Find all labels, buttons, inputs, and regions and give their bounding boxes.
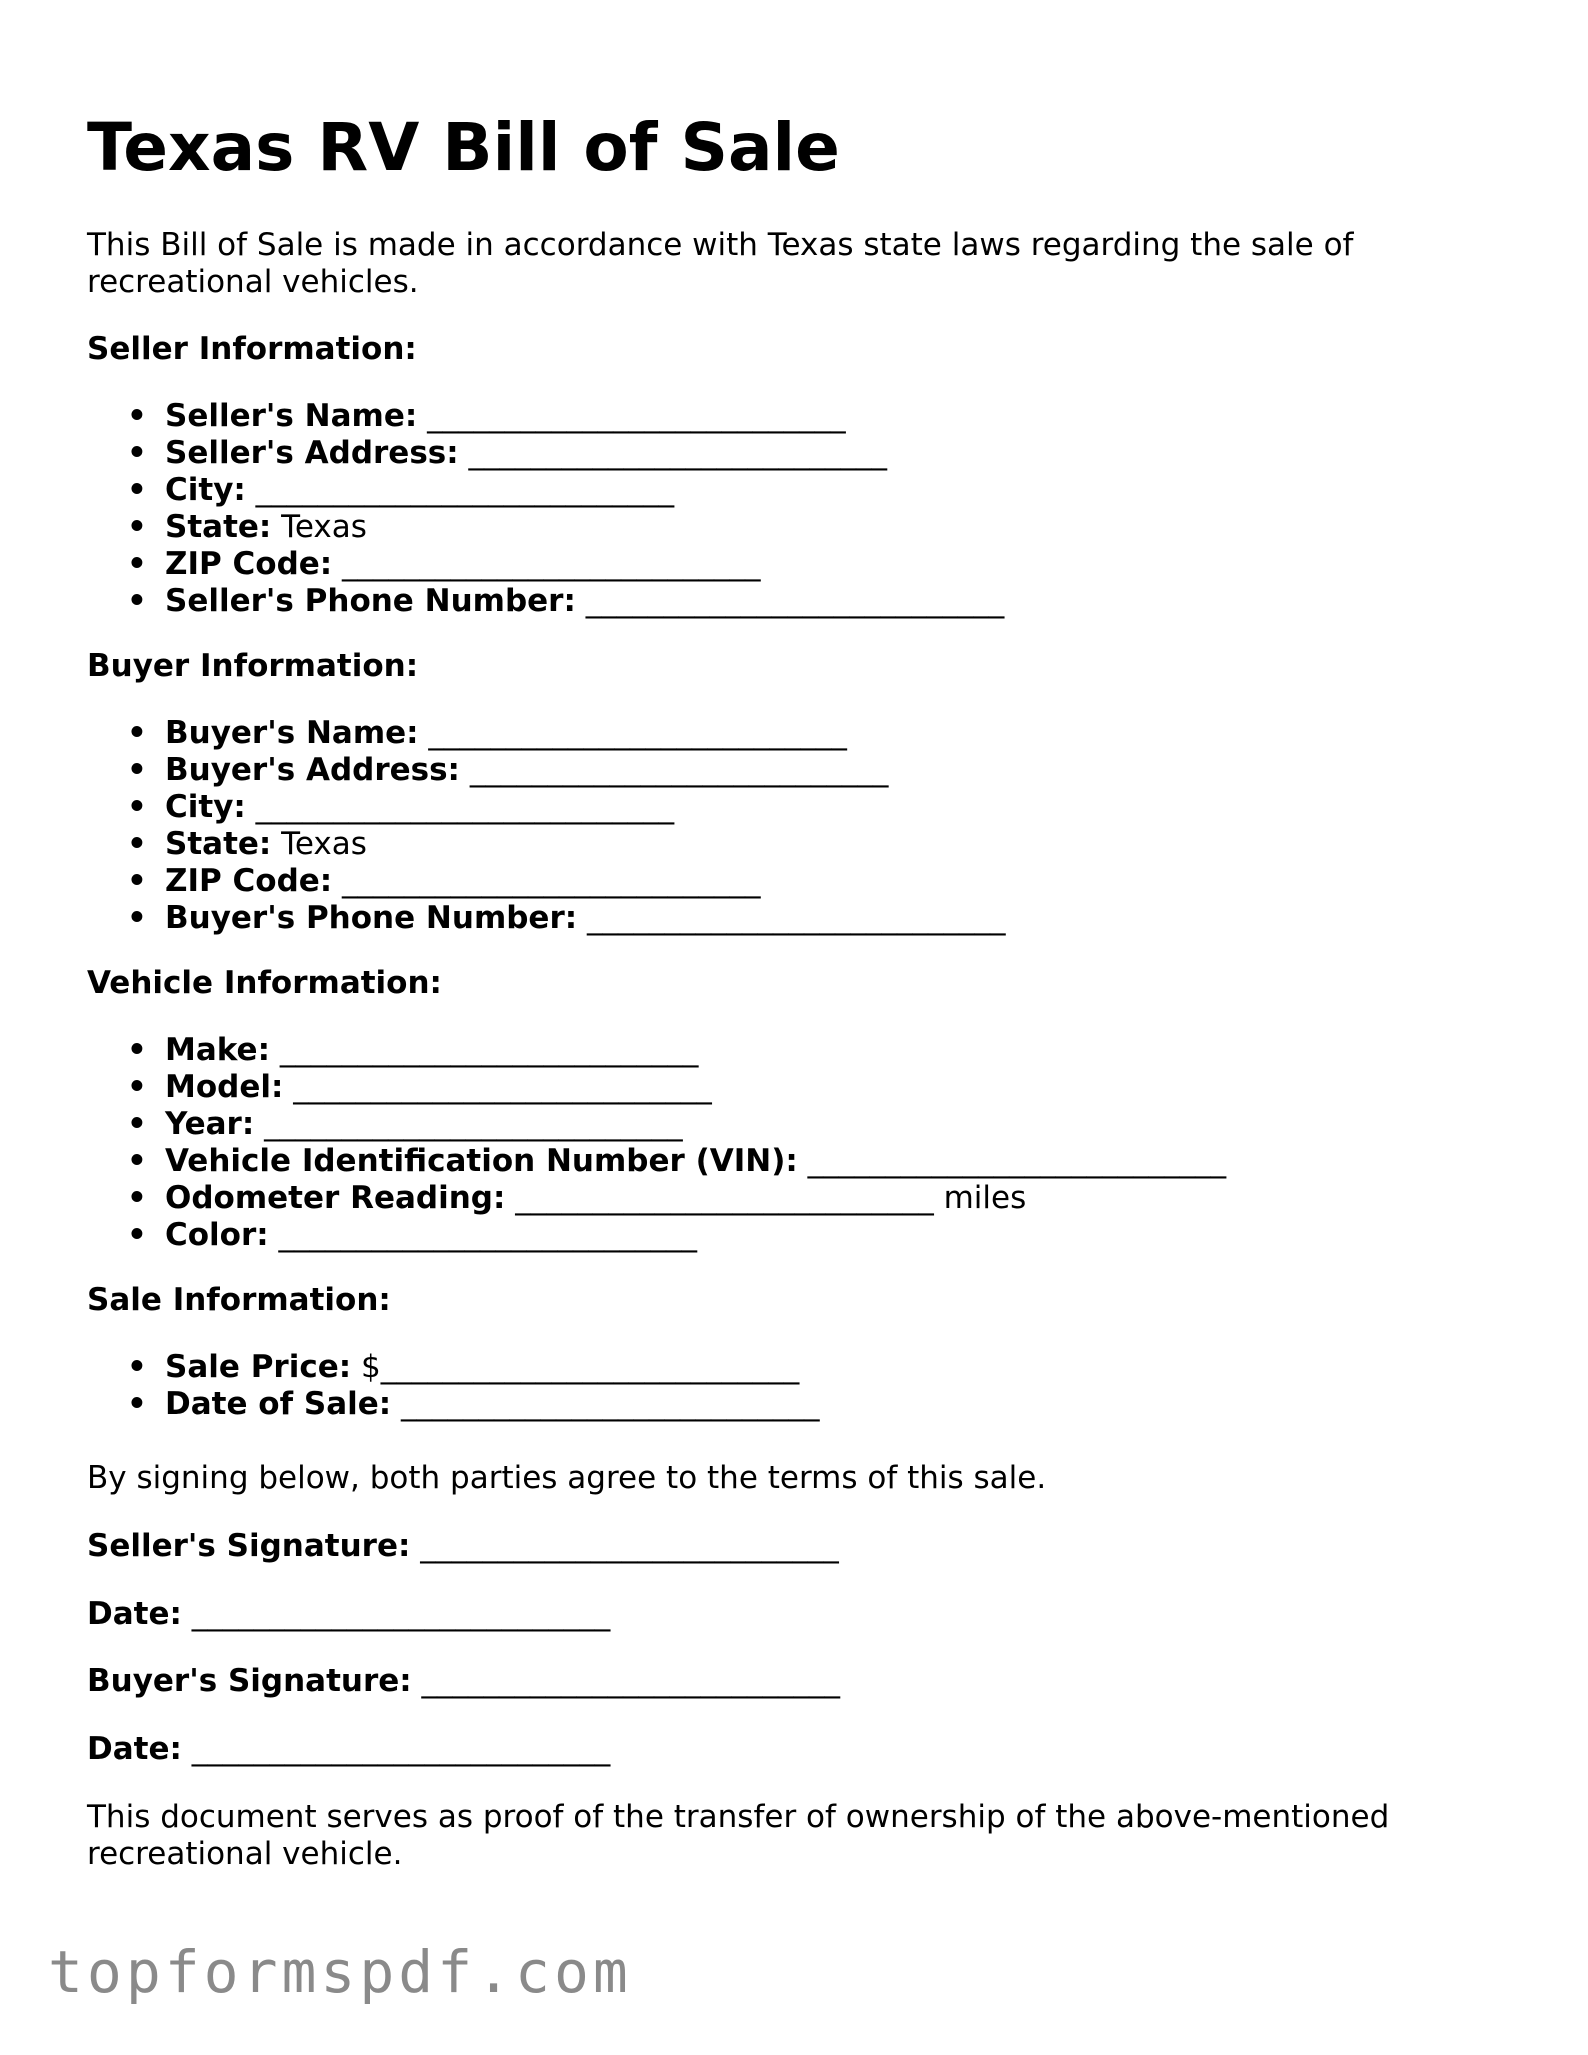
bullet-icon: • — [127, 789, 147, 825]
field-label: City: — [165, 472, 246, 508]
seller-fields-list — [127, 398, 1004, 620]
buyer-signature-line — [87, 1663, 840, 1700]
sale-date-field — [127, 1386, 820, 1423]
seller-phone-field — [127, 583, 1004, 620]
field-blank[interactable]: ___________________________ — [342, 863, 761, 899]
buyer-address-field — [127, 752, 1006, 789]
vehicle-make-field — [127, 1032, 1226, 1069]
bullet-icon: • — [127, 715, 147, 751]
buyer-city-field — [127, 789, 1006, 826]
bullet-icon: • — [127, 1106, 147, 1142]
field-label: Buyer's Address: — [165, 752, 460, 788]
bullet-icon: • — [127, 1069, 147, 1105]
field-label: City: — [165, 789, 246, 825]
field-label: Seller's Address: — [165, 435, 459, 471]
bullet-icon: • — [127, 398, 147, 434]
sale-fields-list — [127, 1349, 820, 1423]
field-blank[interactable]: ___________________________ — [807, 1143, 1227, 1179]
intro-paragraph: This Bill of Sale is made in accordance with Texas state laws regarding the sale of recreational vehicles. — [87, 227, 1354, 300]
field-blank[interactable]: ___________________________ — [469, 752, 889, 788]
field-label: Buyer's Name: — [165, 715, 419, 751]
field-label: Vehicle Identification Number (VIN): — [165, 1143, 798, 1179]
seller-city-field — [127, 472, 1004, 509]
vehicle-section-heading: Vehicle Information: — [87, 965, 442, 1001]
field-label: State: — [165, 509, 272, 545]
buyer-date-line — [87, 1731, 610, 1768]
bullet-icon: • — [127, 826, 147, 862]
vehicle-year-field — [127, 1106, 1226, 1143]
closing-paragraph: This document serves as proof of the transfer of ownership of the above-mentioned recreational vehicle. — [87, 1799, 1390, 1872]
field-label: ZIP Code: — [165, 546, 333, 582]
field-label: Date of Sale: — [165, 1386, 392, 1422]
site-watermark: topformspdf.com — [48, 1938, 632, 2006]
bullet-icon: • — [127, 1180, 147, 1216]
buyer-section-heading: Buyer Information: — [87, 648, 419, 684]
field-label: Seller's Phone Number: — [165, 583, 576, 619]
sale-price-field — [127, 1349, 820, 1386]
field-label: Sale Price: — [165, 1349, 352, 1385]
field-blank[interactable]: ___________________________ — [279, 1032, 699, 1068]
seller-address-field — [127, 435, 1004, 472]
sale-section-heading: Sale Information: — [87, 1282, 391, 1318]
field-blank[interactable]: ___________________________ — [587, 900, 1006, 936]
seller-signature-blank[interactable]: ___________________________ — [420, 1528, 839, 1564]
bullet-icon: • — [127, 435, 147, 471]
seller-date-label: Date: — [87, 1596, 182, 1632]
seller-zip-field — [127, 546, 1004, 583]
vehicle-vin-field — [127, 1143, 1226, 1180]
field-blank[interactable]: ___________________________ — [278, 1217, 698, 1253]
field-blank[interactable]: ___________________________ — [264, 1106, 683, 1142]
bullet-icon: • — [127, 583, 147, 619]
vehicle-color-field — [127, 1217, 1226, 1254]
seller-date-line — [87, 1596, 610, 1633]
field-label: Color: — [165, 1217, 269, 1253]
field-blank[interactable]: ___________________________ — [585, 583, 1005, 619]
bullet-icon: • — [127, 1349, 147, 1385]
field-blank[interactable]: ___________________________ — [401, 1386, 820, 1422]
bullet-icon: • — [127, 900, 147, 936]
field-blank[interactable]: ___________________________ — [342, 546, 761, 582]
field-value: Texas — [281, 509, 367, 545]
bullet-icon: • — [127, 1217, 147, 1253]
buyer-state-field — [127, 826, 1006, 863]
buyer-date-label: Date: — [87, 1731, 182, 1767]
bullet-icon: • — [127, 752, 147, 788]
buyer-fields-list — [127, 715, 1006, 937]
seller-section-heading: Seller Information: — [87, 331, 417, 367]
seller-signature-line — [87, 1528, 839, 1565]
field-label: Make: — [165, 1032, 270, 1068]
field-blank[interactable]: ___________________________ — [293, 1069, 712, 1105]
field-label: Buyer's Phone Number: — [165, 900, 578, 936]
bullet-icon: • — [127, 1032, 147, 1068]
field-blank[interactable]: $___________________________ — [360, 1349, 800, 1385]
bullet-icon: • — [127, 1386, 147, 1422]
field-label: ZIP Code: — [165, 863, 333, 899]
field-blank[interactable]: ___________________________ — [468, 435, 887, 471]
page-title: Texas RV Bill of Sale — [87, 109, 840, 186]
field-label: Odometer Reading: — [165, 1180, 506, 1216]
field-label: Model: — [165, 1069, 284, 1105]
seller-state-field — [127, 509, 1004, 546]
buyer-date-blank[interactable]: ___________________________ — [191, 1731, 611, 1767]
agreement-paragraph: By signing below, both parties agree to the terms of this sale. — [87, 1460, 1047, 1496]
field-label: Year: — [165, 1106, 255, 1142]
buyer-phone-field — [127, 900, 1006, 937]
field-blank[interactable]: ___________________________ — [428, 715, 847, 751]
bullet-icon: • — [127, 546, 147, 582]
bullet-icon: • — [127, 472, 147, 508]
field-blank[interactable]: ___________________________ — [255, 472, 675, 508]
field-blank[interactable]: ___________________________ miles — [515, 1180, 1027, 1216]
seller-signature-label: Seller's Signature: — [87, 1528, 411, 1564]
field-blank[interactable]: ___________________________ — [427, 398, 846, 434]
seller-name-field — [127, 398, 1004, 435]
vehicle-model-field — [127, 1069, 1226, 1106]
seller-date-blank[interactable]: ___________________________ — [191, 1596, 611, 1632]
vehicle-odometer-field — [127, 1180, 1226, 1217]
bullet-icon: • — [127, 1143, 147, 1179]
field-label: Seller's Name: — [165, 398, 418, 434]
bullet-icon: • — [127, 509, 147, 545]
bullet-icon: • — [127, 863, 147, 899]
vehicle-fields-list — [127, 1032, 1226, 1254]
buyer-name-field — [127, 715, 1006, 752]
field-label: State: — [165, 826, 272, 862]
buyer-zip-field — [127, 863, 1006, 900]
buyer-signature-blank[interactable]: ___________________________ — [421, 1663, 841, 1699]
field-value: Texas — [281, 826, 367, 862]
buyer-signature-label: Buyer's Signature: — [87, 1663, 412, 1699]
field-blank[interactable]: ___________________________ — [255, 789, 675, 825]
